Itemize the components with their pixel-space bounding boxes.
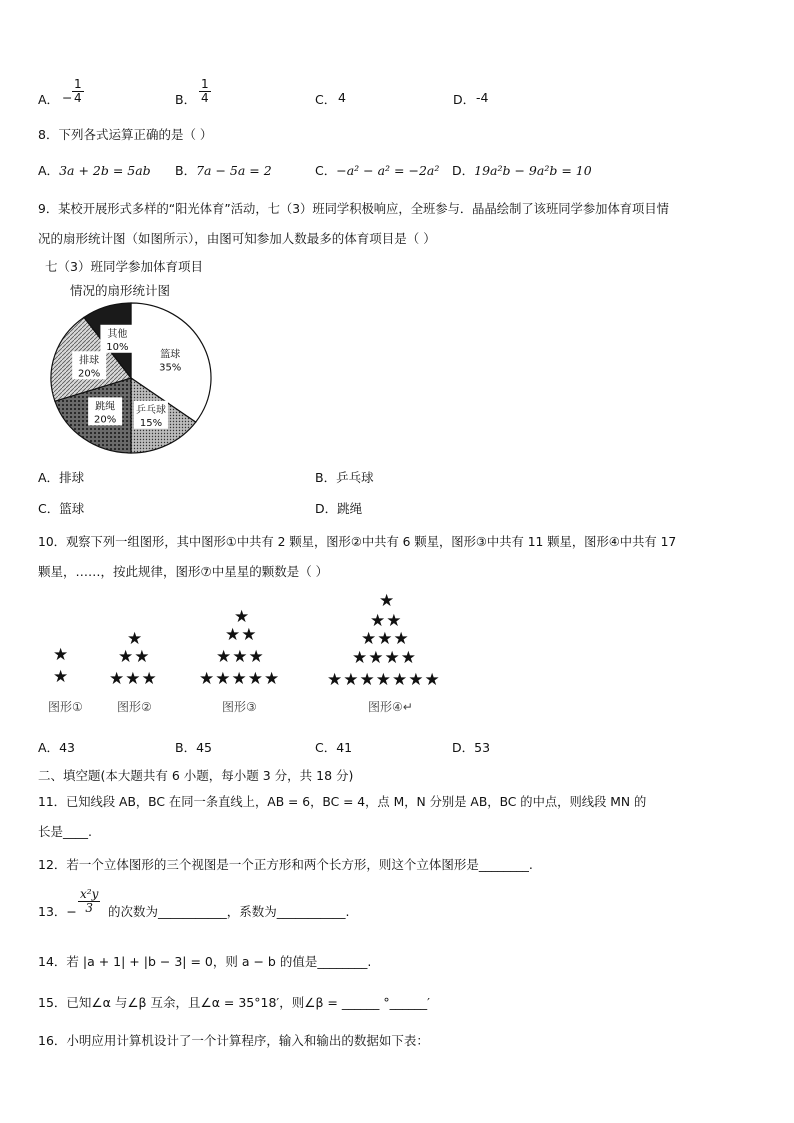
pie-label-name-0: 篮球 — [160, 349, 181, 361]
q10-option-b — [175, 738, 212, 756]
star: ★ — [384, 648, 401, 668]
q10-option-a-label: A． — [38, 740, 60, 755]
star-row — [370, 611, 403, 631]
q10-option-b-text: 45 — [196, 740, 212, 755]
star: ★ — [424, 670, 441, 690]
star: ★ — [247, 669, 264, 689]
figure-label-1: 图形① — [48, 700, 83, 714]
figure-label-3: 图形③ — [222, 700, 257, 714]
q13-frac-den: 3 — [85, 900, 93, 915]
q8-option-a-label: A． — [38, 163, 60, 178]
q8-stem: 8．下列各式运算正确的是（ ） — [38, 127, 213, 142]
star: ★ — [393, 629, 410, 649]
star: ★ — [400, 648, 417, 668]
star: ★ — [225, 625, 242, 645]
pie-label-value-3: 20% — [78, 368, 101, 380]
star-row — [379, 591, 395, 611]
q10-option-d — [452, 738, 490, 756]
q10-stem-line2: 颗星，……，按此规律，图形⑦中星星的颗数是（ ） — [38, 564, 329, 579]
star: ★ — [379, 591, 396, 611]
q13-frac-num: x²y — [80, 887, 99, 901]
q9-option-b — [315, 468, 374, 486]
q7-frac-num: 1 — [74, 77, 82, 91]
star-row — [225, 625, 258, 645]
pie-label-value-4: 10% — [106, 341, 129, 353]
q7-option-b-fraction — [199, 78, 211, 104]
q8-option-a-expr: 3a + 2b = 5ab — [59, 163, 151, 178]
q7-option-d-value: -4 — [476, 90, 489, 105]
star-row — [234, 607, 250, 627]
q10-option-d-label: D． — [452, 740, 475, 755]
q8-option-b-expr: 7a − 5a = 2 — [196, 163, 272, 178]
q8-option-a — [38, 161, 151, 179]
star-row — [53, 667, 69, 687]
q12-text: 12．若一个立体图形的三个视图是一个正方形和两个长方形，则这个立体图形是________. — [38, 857, 533, 872]
star: ★ — [248, 647, 265, 667]
q9-option-a-label: A． — [38, 470, 60, 485]
q10-option-c — [315, 738, 352, 756]
star: ★ — [53, 667, 70, 687]
q7-option-c-value: 4 — [338, 90, 346, 105]
q7-options — [38, 77, 558, 120]
q7-option-a-label: A． — [38, 92, 60, 107]
q8-option-c — [315, 161, 439, 179]
figure-label-2: 图形② — [117, 700, 152, 714]
star: ★ — [118, 647, 135, 667]
q11-line2: 长是____. — [38, 824, 92, 839]
star: ★ — [392, 670, 409, 690]
star: ★ — [231, 669, 248, 689]
q7-option-b-label: B． — [175, 92, 197, 107]
star-row — [118, 647, 151, 667]
q9-option-d-text: 跳绳 — [337, 501, 363, 516]
star: ★ — [232, 647, 249, 667]
q10-option-c-text: 41 — [336, 740, 353, 755]
q16-text: 16．小明应用计算机设计了一个计算程序，输入和输出的数据如下表： — [38, 1033, 429, 1048]
q8-option-c-expr: −a² − a² = −2a² — [336, 163, 440, 178]
pie-chart — [46, 300, 216, 458]
star: ★ — [109, 669, 126, 689]
star: ★ — [370, 611, 387, 631]
q10-option-a — [38, 738, 75, 756]
star: ★ — [134, 647, 151, 667]
star: ★ — [216, 647, 233, 667]
q8-option-b-label: B． — [175, 163, 197, 178]
q10-option-d-text: 53 — [474, 740, 491, 755]
q13-text: 的次数为___________，系数为___________. — [108, 904, 350, 919]
q7-option-c-label: C． — [315, 92, 337, 107]
star: ★ — [352, 648, 369, 668]
q9-stem-line1: 9．某校开展形式多样的“阳光体育”活动，七（3）班同学积极响应，全班参与．晶晶绘制了该班同学参加体育项目情 — [38, 202, 669, 216]
star-row — [361, 629, 410, 649]
pie-label-value-1: 15% — [139, 417, 163, 429]
star: ★ — [234, 607, 251, 627]
q10-option-a-text: 43 — [59, 740, 75, 755]
q7-frac-num-b: 1 — [201, 77, 209, 91]
q7-option-a-minus: − — [62, 90, 73, 105]
q8-option-d-expr: 19a²b − 9a²b = 10 — [474, 163, 592, 178]
star: ★ — [264, 669, 281, 689]
star-row — [127, 629, 143, 649]
figure-label-4: 图形④↵ — [368, 700, 413, 714]
star: ★ — [199, 669, 216, 689]
q14-text: 14．若 |a + 1| + |b − 3| = 0，则 a − b 的值是________. — [38, 954, 372, 969]
star: ★ — [368, 648, 385, 668]
star: ★ — [375, 670, 392, 690]
star: ★ — [125, 669, 142, 689]
pie-label-value-2: 20% — [94, 414, 117, 426]
q13-fraction — [78, 888, 100, 914]
star: ★ — [359, 670, 376, 690]
star: ★ — [386, 611, 403, 631]
star: ★ — [127, 629, 144, 649]
section-title: 二、填空题(本大题共有 6 小题，每小题 3 分，共 18 分) — [38, 768, 354, 783]
pie-label-name-2: 跳绳 — [95, 401, 116, 413]
star-row — [199, 669, 280, 689]
star-row — [352, 648, 417, 668]
chart-title: 七（3）班同学参加体育项目 — [45, 259, 203, 274]
q9-option-d-label: D． — [315, 501, 338, 516]
star-row — [327, 670, 441, 690]
star: ★ — [408, 670, 425, 690]
star-row — [53, 645, 69, 665]
pie-label-value-0: 35% — [159, 362, 182, 374]
q10-stem-line1: 10．观察下列一组图形，其中图形①中共有 2 颗星，图形②中共有 6 颗星，图形③中共有 11 颗星，图形④中共有 17 — [38, 535, 677, 549]
q8-option-d-label: D． — [452, 163, 475, 178]
q9-option-b-text: 乒乓球 — [336, 470, 374, 485]
q9-option-c — [38, 499, 84, 517]
pie-label-name-1: 乒乓球 — [135, 404, 166, 416]
q8-option-c-label: C． — [315, 163, 337, 178]
q9-option-b-label: B． — [315, 470, 337, 485]
q11-line1: 11．已知线段 AB，BC 在同一条直线上，AB = 6，BC = 4，点 M，N 分别是 AB，BC 的中点，则线段 MN 的 — [38, 795, 647, 809]
q7-option-a-fraction — [72, 78, 84, 104]
star-row — [109, 669, 158, 689]
pie-label-name-3: 排球 — [79, 355, 100, 367]
star: ★ — [343, 670, 360, 690]
q13-prefix: 13．− — [38, 904, 77, 919]
q9-stem-line2: 况的扇形统计图（如图所示），由图可知参加人数最多的体育项目是（ ） — [38, 231, 436, 246]
pie-label-name-4: 其他 — [107, 328, 128, 340]
star: ★ — [215, 669, 232, 689]
q10-option-c-label: C． — [315, 740, 337, 755]
star-row — [216, 647, 265, 667]
q7-option-d-label: D． — [453, 92, 476, 107]
q8-option-b — [175, 161, 272, 179]
q9-option-d — [315, 499, 362, 517]
star: ★ — [327, 670, 344, 690]
star: ★ — [377, 629, 394, 649]
q9-option-c-label: C． — [38, 501, 60, 516]
chart-subtitle: 情况的扇形统计图 — [70, 283, 171, 298]
q9-option-a-text: 排球 — [59, 470, 85, 485]
star: ★ — [141, 669, 158, 689]
q9-option-c-text: 篮球 — [59, 501, 85, 516]
q15-text: 15．已知∠α 与∠β 互余，且∠α = 35°18′，则∠β = ______ °______′ — [38, 995, 430, 1010]
q9-option-a — [38, 468, 84, 486]
q7-frac-den: 4 — [74, 90, 82, 105]
star: ★ — [53, 645, 70, 665]
q8-option-d — [452, 161, 592, 179]
q10-option-b-label: B． — [175, 740, 197, 755]
star: ★ — [241, 625, 258, 645]
q7-frac-den-b: 4 — [201, 90, 209, 105]
star: ★ — [361, 629, 378, 649]
